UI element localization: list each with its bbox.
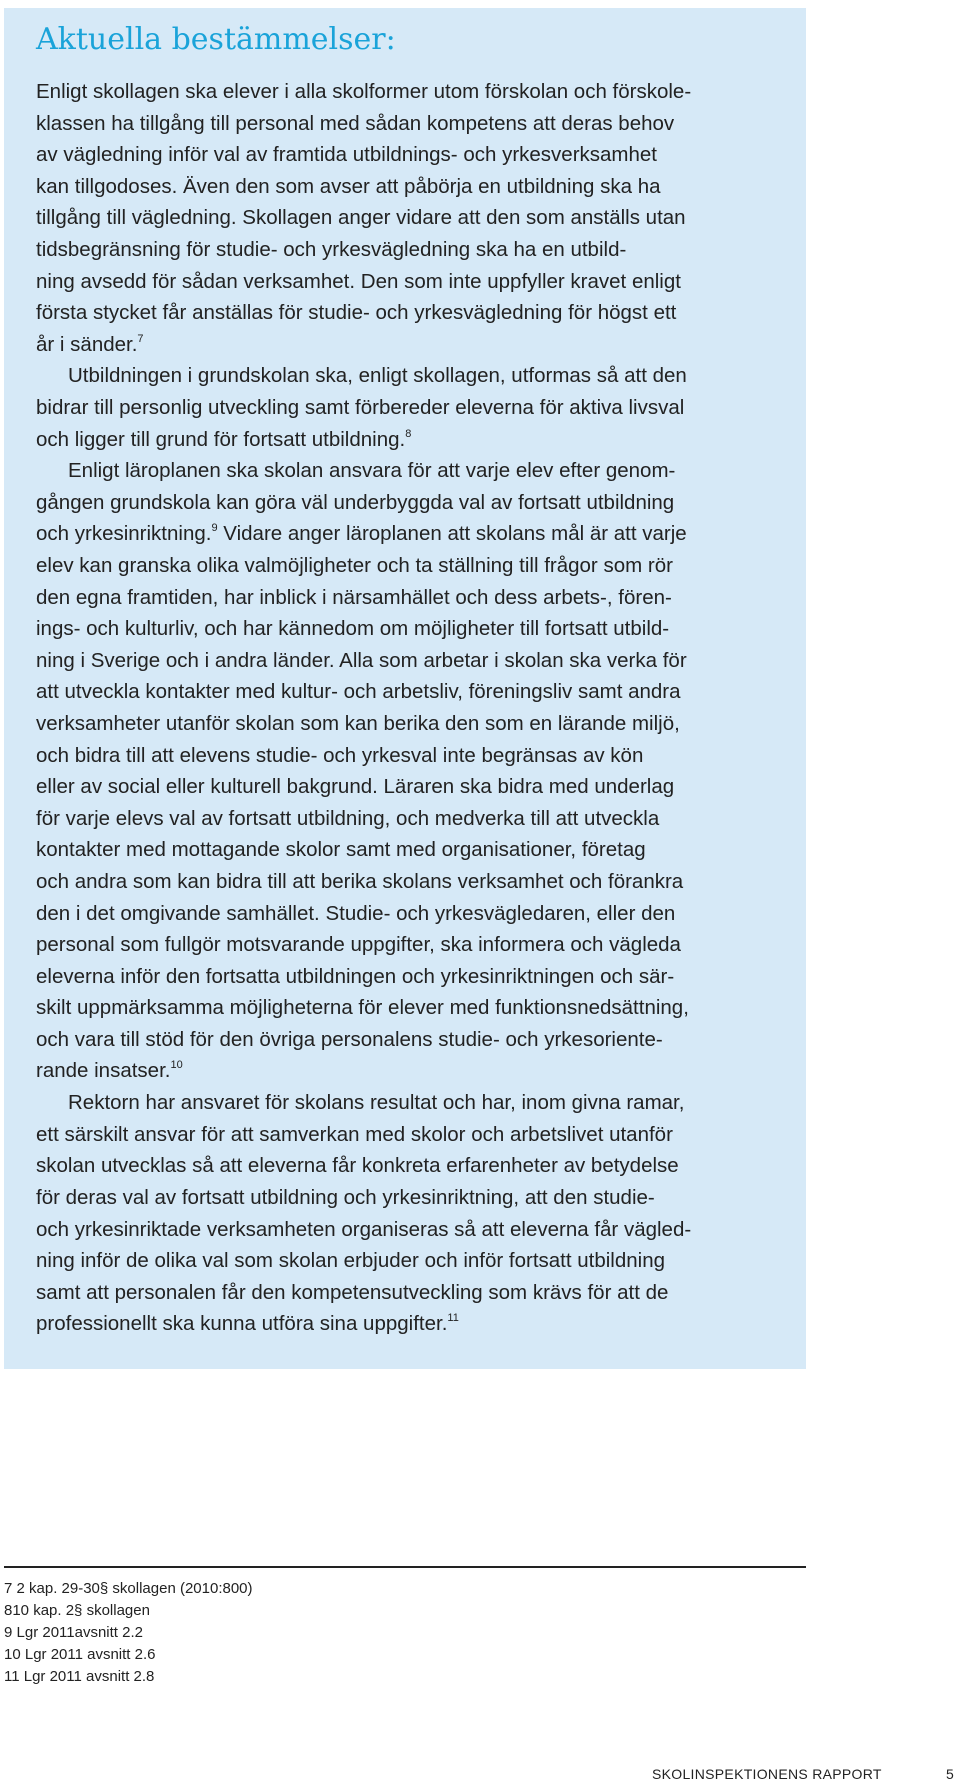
footnote-ref: 9 xyxy=(211,522,218,535)
line-text: och yrkesinriktning. xyxy=(36,522,212,546)
paragraph-2 xyxy=(36,360,687,455)
footnote-ref: 11 xyxy=(447,1312,459,1325)
report-footer-label: SKOLINSPEKTIONENS RAPPORT xyxy=(652,1766,882,1782)
text-line: och yrkesinriktade verksamheten organiseras så att eleverna får vägled- xyxy=(36,1217,692,1241)
line-text: professionellt ska kunna utföra sina uppgifter. xyxy=(36,1312,448,1336)
footnote-ref: 7 xyxy=(137,332,144,345)
footnote: 10 Lgr 2011 avsnitt 2.6 xyxy=(4,1646,156,1663)
text-line: den egna framtiden, har inblick i närsamhället och dess arbets-, fören- xyxy=(36,585,672,609)
line-text: Vidare anger läroplanen att skolans mål är att varje xyxy=(217,522,687,546)
text-line: tidsbegränsning för studie- och yrkesvägledning ska ha en utbild- xyxy=(36,237,627,261)
text-line: för varje elevs val av fortsatt utbildning, och medverka till att utveckla xyxy=(36,806,660,830)
footnote: 11 Lgr 2011 avsnitt 2.8 xyxy=(4,1668,155,1685)
line-text: och ligger till grund för fortsatt utbildning. xyxy=(36,427,406,451)
text-line: och andra som kan bidra till att berika skolans verksamhet och förankra xyxy=(36,869,684,893)
text-line: elev kan granska olika valmöjligheter och ta ställning till frågor som rör xyxy=(36,553,673,577)
text-line: Enligt läroplanen ska skolan ansvara för att varje elev efter genom- xyxy=(68,459,676,483)
text-line: skolan utvecklas så att eleverna får konkreta erfarenheter av betydelse xyxy=(36,1154,679,1178)
paragraph-4 xyxy=(36,1087,691,1340)
text-line: ett särskilt ansvar för att samverkan med skolor och arbetslivet utanför xyxy=(36,1122,673,1146)
text-line: verksamheter utanför skolan som kan berika den som en lärande miljö, xyxy=(36,711,680,735)
page-number: 5 xyxy=(946,1766,954,1782)
text-line: eller av social eller kulturell bakgrund. Läraren ska bidra med underlag xyxy=(36,775,675,799)
footnote-divider xyxy=(4,1566,806,1568)
text-line: skilt uppmärksamma möjligheterna för elever med funktionsnedsättning, xyxy=(36,996,689,1020)
text-line xyxy=(36,1308,691,1340)
text-line: ings- och kulturliv, och har kännedom om möjligheter till fortsatt utbild- xyxy=(36,617,670,641)
section-heading: Aktuella bestämmelser: xyxy=(36,22,396,57)
text-line xyxy=(36,424,687,456)
footnote-ref: 8 xyxy=(405,427,412,440)
text-line: bidrar till personlig utveckling samt förbereder eleverna för aktiva livsval xyxy=(36,395,685,419)
regulations-box xyxy=(4,8,806,1369)
text-line: personal som fullgör motsvarande uppgifter, ska informera och vägleda xyxy=(36,933,681,957)
footnote-ref: 10 xyxy=(170,1059,183,1072)
text-line: eleverna inför den fortsatta utbildningen och yrkesinriktningen och sär- xyxy=(36,964,675,988)
text-line xyxy=(36,329,691,361)
text-line: Rektorn har ansvaret för skolans resultat och har, inom givna ramar, xyxy=(68,1091,685,1115)
footnote: 7 2 kap. 29-30§ skollagen (2010:800) xyxy=(4,1580,253,1597)
text-line: kontakter med mottagande skolor samt med organisationer, företag xyxy=(36,838,646,862)
text-line: kan tillgodoses. Även den som avser att påbörja en utbildning ska ha xyxy=(36,174,661,198)
text-line: den i det omgivande samhället. Studie- och yrkesvägledaren, eller den xyxy=(36,901,676,925)
text-line: klassen ha tillgång till personal med sådan kompetens att deras behov xyxy=(36,111,675,135)
text-line: ning inför de olika val som skolan erbjuder och inför fortsatt utbildning xyxy=(36,1249,666,1273)
text-line: ning i Sverige och i andra länder. Alla som arbetar i skolan ska verka för xyxy=(36,648,687,672)
text-line: och bidra till att elevens studie- och yrkesval inte begränsas av kön xyxy=(36,743,644,767)
text-line: att utveckla kontakter med kultur- och arbetsliv, föreningsliv samt andra xyxy=(36,680,681,704)
text-line: ning avsedd för sådan verksamhet. Den som inte uppfyller kravet enligt xyxy=(36,269,681,293)
text-line: Enligt skollagen ska elever i alla skolformer utom förskolan och förskole- xyxy=(36,80,692,103)
text-line: av vägledning inför val av framtida utbildnings- och yrkesverksamhet xyxy=(36,143,657,167)
text-line: för deras val av fortsatt utbildning och yrkesinriktning, att den studie- xyxy=(36,1185,655,1209)
footnotes xyxy=(4,1578,253,1688)
paragraph-3 xyxy=(36,455,689,1087)
text-line xyxy=(36,1055,689,1087)
footnote: 810 kap. 2§ skollagen xyxy=(4,1602,150,1619)
text-line: Utbildningen i grundskolan ska, enligt skollagen, utformas så att den xyxy=(68,364,687,388)
text-line: första stycket får anställas för studie- och yrkesvägledning för högst ett xyxy=(36,301,677,325)
text-line: samt att personalen får den kompetensutveckling som krävs för att de xyxy=(36,1280,669,1304)
footnote: 9 Lgr 2011avsnitt 2.2 xyxy=(4,1624,143,1641)
line-text: år i sänder. xyxy=(36,332,138,356)
paragraph-1 xyxy=(36,76,691,360)
text-line xyxy=(36,518,689,550)
text-line: tillgång till vägledning. Skollagen anger vidare att den som anställs utan xyxy=(36,206,686,230)
text-line: och vara till stöd för den övriga personalens studie- och yrkesoriente- xyxy=(36,1027,663,1051)
text-line: gången grundskola kan göra väl underbyggda val av fortsatt utbildning xyxy=(36,490,675,514)
line-text: rande insatser. xyxy=(36,1059,171,1083)
